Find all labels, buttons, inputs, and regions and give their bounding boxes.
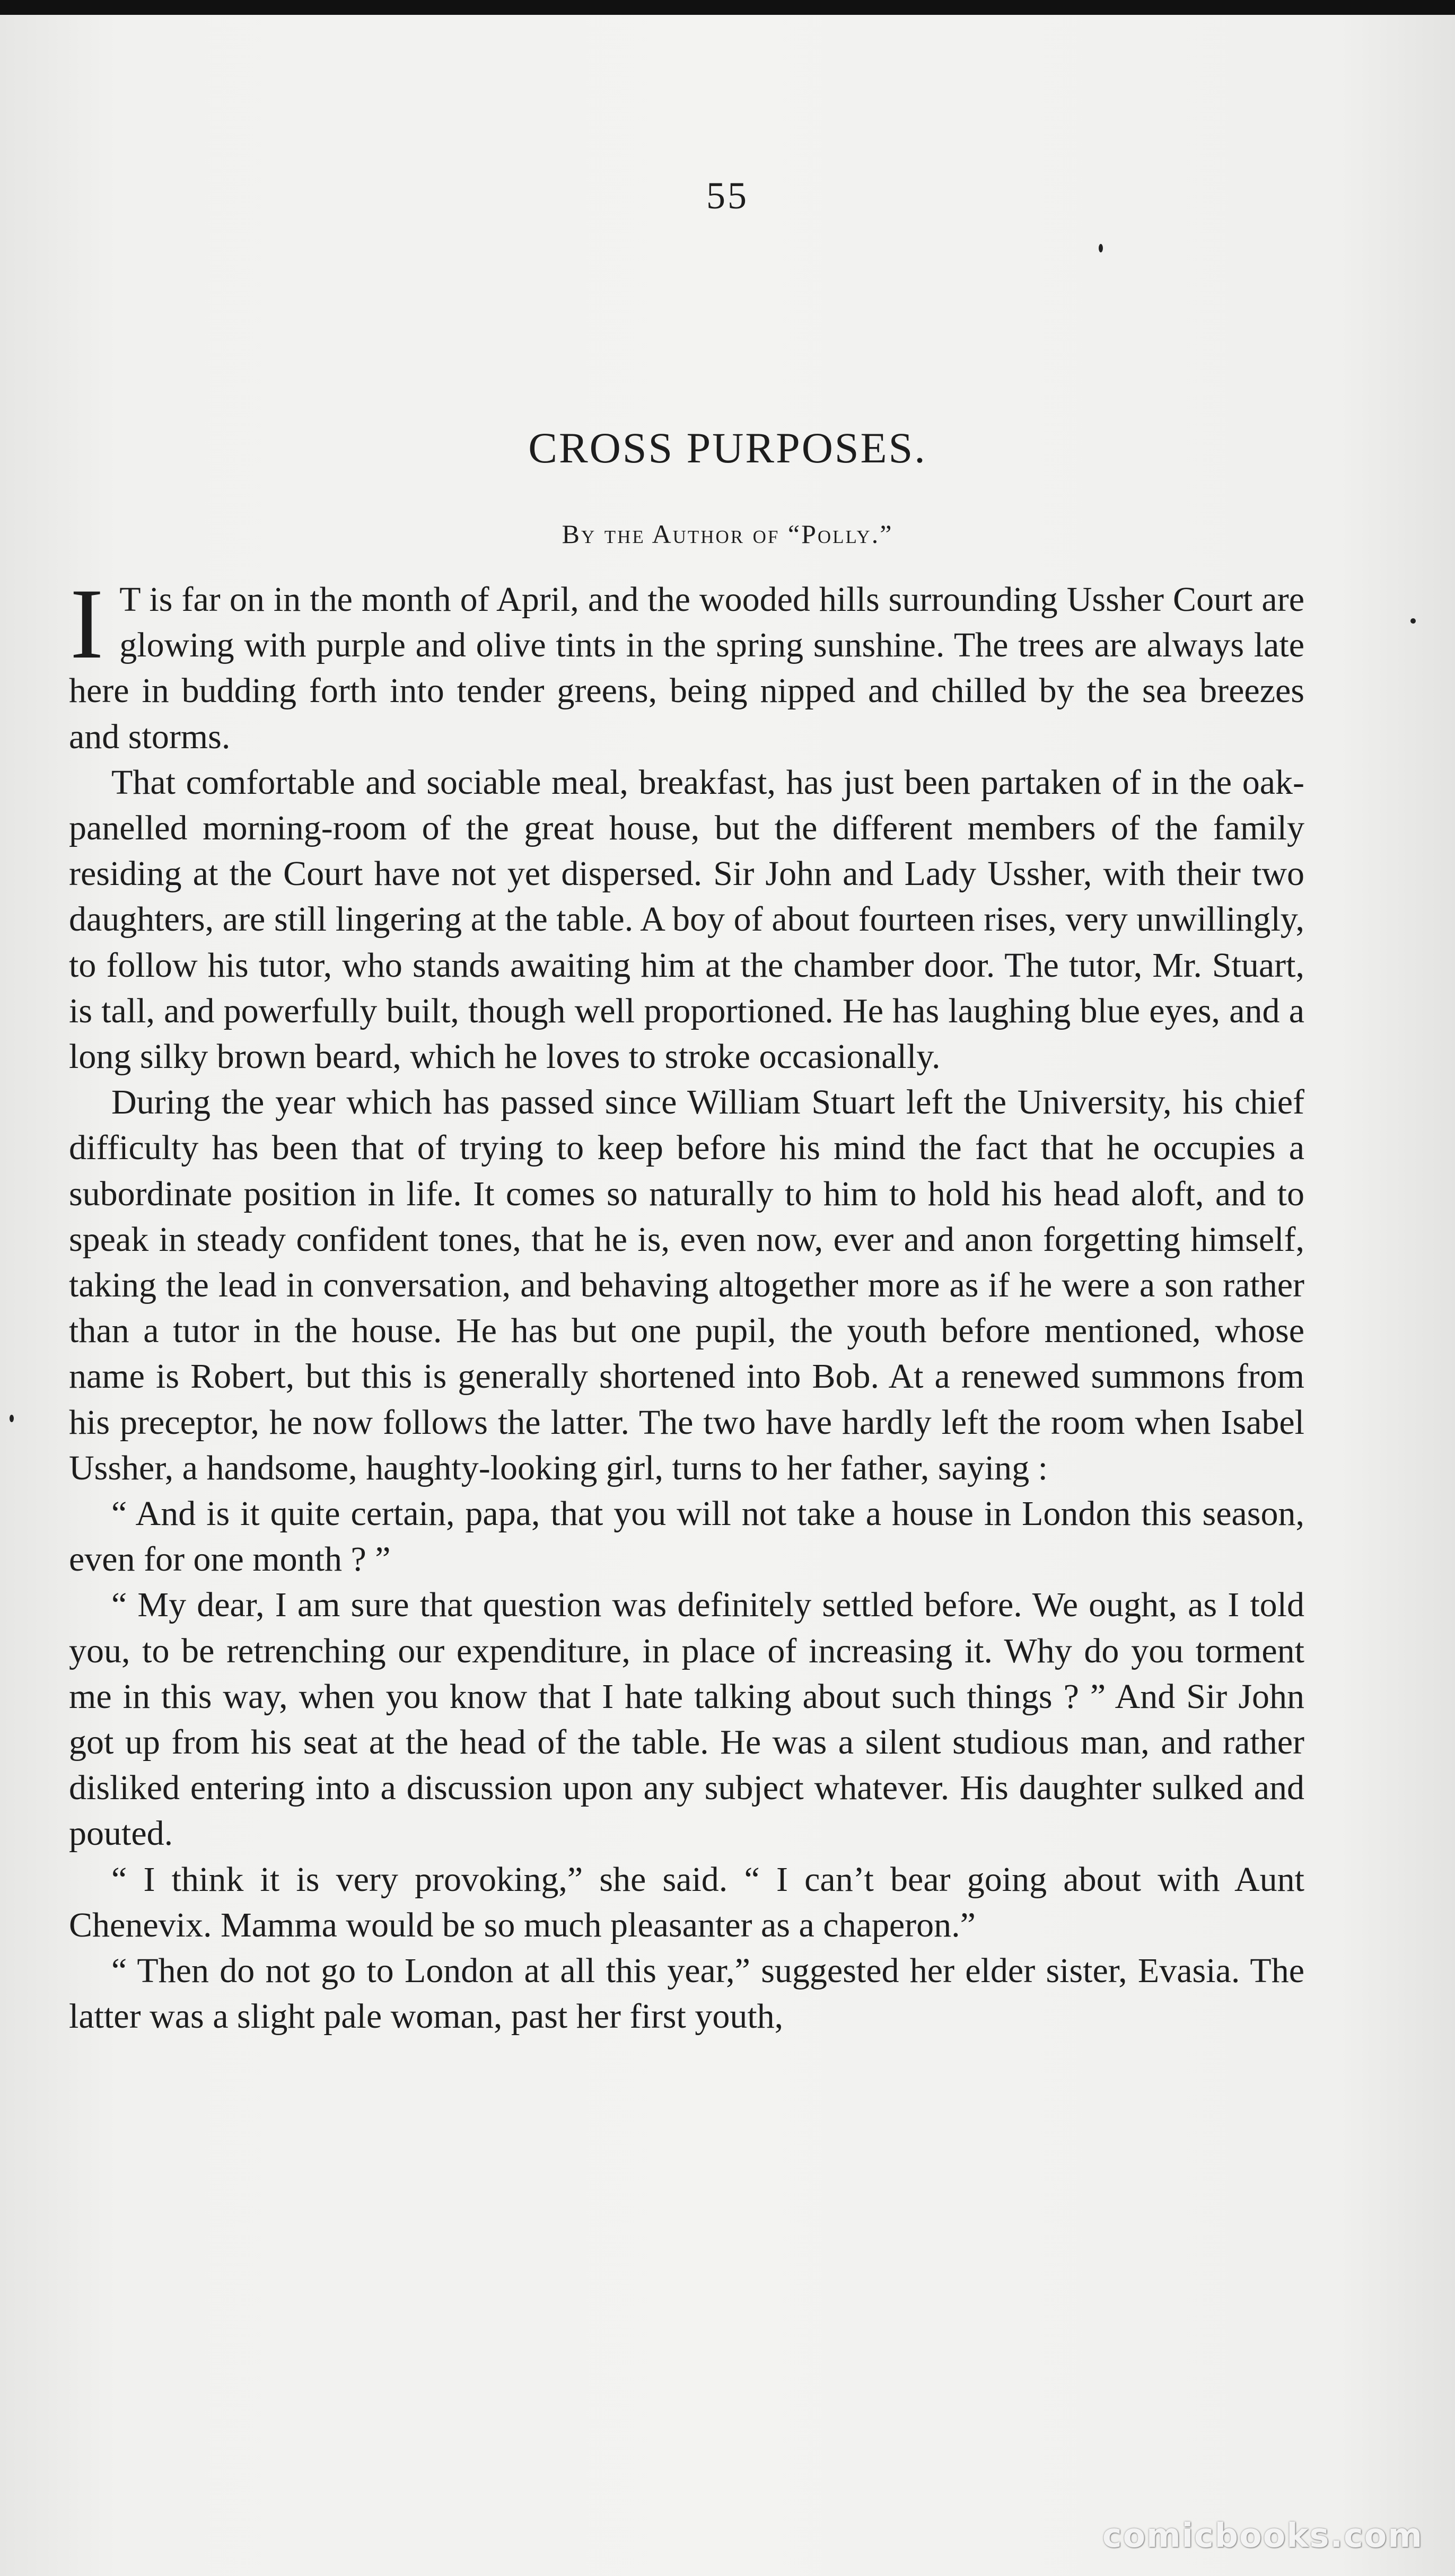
scan-top-border	[0, 0, 1455, 15]
paragraph-5: “ My dear, I am sure that question was definitely settled before. We ought, as I told you, to be retrenching our expenditure, in place of increasing it. Why do you torment me in this way, when you know that I hate talking about such things ? ” And Sir John got up from his seat at the head of the table. He was a silent studious man, and rather disliked entering into a discussion upon any subject whatever. His daughter sulked and pouted.	[69, 1585, 1304, 1853]
watermark-logo: comicbooks.com	[1102, 2516, 1423, 2555]
paragraph-3: During the year which has passed since William Stuart left the University, his chief difficulty has been that of trying to keep before his mind the fact that he occupies a subordinate position in life. It comes so naturally to him to hold his head aloft, and to speak in steady confident tones, that he is, even now, ever and anon forgetting himself, taking the lead in conversation, and behaving altogether more as if he were a son rather than a tutor in the house. He has but one pupil, the youth before mentioned, whose name is Robert, but this is generally shortened into Bob. At a renewed summons from his preceptor, he now follows the latter. The two have hardly left the room when Isabel Ussher, a handsome, haughty-looking girl, turns to her father, saying :	[69, 1083, 1304, 1487]
article-body	[69, 568, 1304, 2040]
article-title: CROSS PURPOSES.	[528, 424, 927, 472]
paragraph-2: That comfortable and sociable meal, breakfast, has just been partaken of in the oak-panelled morning-room of the great house, but the different members of the family residing at the Court have not yet dispersed. Sir John and Lady Ussher, with their two daughters, are still lingering at the table. A boy of about fourteen rises, very unwillingly, to follow his tutor, who stands awaiting him at the chamber door. The tutor, Mr. Stuart, is tall, and powerfully built, though well proportioned. He has laughing blue eyes, and a long silky brown beard, which he loves to stroke occasionally.	[69, 763, 1304, 1076]
paragraph-1	[69, 568, 1304, 760]
paragraph-1-text: T is far on in the month of April, and the wooded hills surrounding Ussher Court are glowing with purple and olive tints in the spring sunshine. The trees are always late here in budding forth into tender greens, being nipped and chilled by the sea breezes and storms.	[69, 580, 1304, 756]
drop-cap: I	[70, 568, 104, 680]
paragraph-4: “ And is it quite certain, papa, that you will not take a house in London this season, even for one month ? ”	[69, 1494, 1304, 1579]
book-page	[0, 15, 1455, 2576]
article-byline: By the Author of “Polly.”	[562, 519, 893, 549]
scan-speck	[10, 1415, 14, 1422]
scan-speck	[1099, 244, 1103, 252]
page-number: 55	[706, 174, 749, 217]
scan-speck	[1410, 618, 1416, 624]
paragraph-6: “ I think it is very provoking,” she said. “ I can’t bear going about with Aunt Chenevix. Mamma would be so much pleasanter as a chaperon.”	[69, 1860, 1304, 1944]
paragraph-7: “ Then do not go to London at all this year,” suggested her elder sister, Evasia. The latter was a slight pale woman, past her first youth,	[69, 1951, 1304, 2036]
